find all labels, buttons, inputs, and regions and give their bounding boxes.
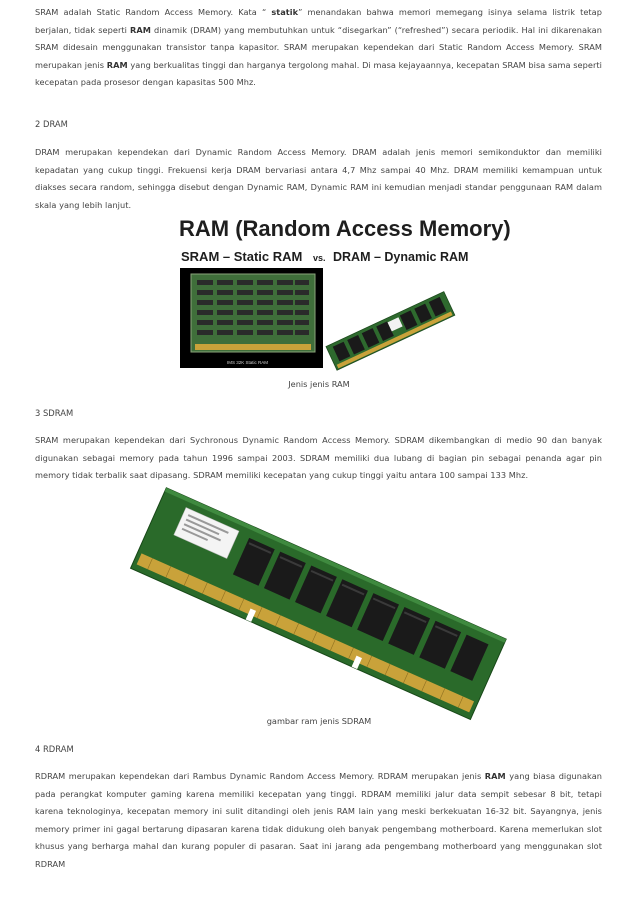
figure-title: RAM (Random Access Memory) — [179, 216, 511, 241]
sdram-paragraph: SRAM merupakan kependekan dari Sychronous Dynamic Random Access Memory. SDRAM dikembangkan di medio 90 dan banyak digunakan sebagai memory pada tahun 1996 sampai 2003. SDRAM memiliki dua lubang di bagian pin sebagai penanda agar pin memory tidak terbalik saat dipasang. SDRAM memiliki kecepatan yang cukup tinggi yaitu antara 100 sampai 133 Mhz. — [35, 435, 602, 481]
sdram-module-image — [140, 490, 500, 710]
sram-board-illustration — [180, 268, 323, 368]
figure-caption: Jenis jenis RAM — [288, 379, 350, 389]
figure-subtitle-left: SRAM – Static RAM — [181, 249, 303, 264]
board-caption: IMS 32K Static RAM — [227, 360, 269, 365]
dram-paragraph: DRAM merupakan kependekan dari Dynamic Random Access Memory. DRAM adalah jenis memori semikonduktor dan memiliki kepadatan yang cukup tinggi. Frekuensi kerja DRAM bervariasi antara 4,7 Mhz sampai 40 Mhz. DRAM memiliki kemampuan untuk diakses secara random, sehingga disebut dengan Dynamic RAM, Dynamic RAM ini kemudian menjadi standar penggunaan RAM dalam skala yang lebih lanjut. — [35, 147, 602, 210]
text-span: yang berkualitas tinggi dan harganya tergolong mahal. Di masa kejayaannya, kecepatan SRAM bisa sama seperti kecepatan pada prosesor dengan kapasitas 500 Mhz. — [35, 59, 602, 88]
sram-paragraph — [35, 4, 602, 92]
text-span: yang biasa digunakan pada perangkat komputer gaming karena memiliki kecepatan yang tinggi. RDRAM memiliki jalur data sempit sebesar 8 bit, tetapi karena teknologinya, kecepatan memory ini sulit ditandingi oleh jenis RAM lain yang meski berkekuatan 16-32 bit. Sayangnya, jenis memory primer ini gagal bertarung dipasaran karena tidak didukung oleh banyak pengembang motherboard. Karena memerlukan slot khusus yang berharga mahal dan kurang populer di pasaran. Saat ini jarang ada pengembang motherboard yang menggunakan slot RDRAM — [35, 771, 603, 869]
text-span: dinamik (DRAM) yang membutuhkan untuk “disegarkan” (“refreshed”) secara periodik. Hal ini dikarenakan SRAM didesain menggunakan transistor tanpa kapasitor. SRAM merupakan kependekan dari Static Random Access Memory. SRAM merupakan jenis — [35, 24, 602, 70]
bold-text: RAM — [130, 24, 151, 35]
figure-subtitle-right: DRAM – Dynamic RAM — [333, 250, 469, 264]
section-heading-sdram: 3 SDRAM — [35, 408, 74, 418]
figure-caption: gambar ram jenis SDRAM — [266, 716, 372, 726]
section-heading-rdram: 4 RDRAM — [35, 744, 74, 754]
bold-text: RAM — [106, 59, 128, 70]
bold-text: RAM — [484, 771, 506, 781]
sram-vs-dram-image — [175, 210, 511, 374]
text-span: RDRAM merupakan kependekan dari Rambus Dynamic Random Access Memory. RDRAM merupakan jenis — [35, 771, 485, 781]
bold-text: statik — [271, 7, 299, 17]
figure-subtitle-vs: vs. — [313, 253, 326, 263]
text-span: SRAM adalah Static Random Access Memory. Kata “ — [35, 7, 272, 17]
section-heading-dram: 2 DRAM — [35, 119, 68, 129]
rdram-paragraph — [35, 768, 602, 874]
text-span: ” menandakan bahwa memori memegang isinya selama listrik tetap berjalan, tidak seperti — [35, 7, 602, 35]
